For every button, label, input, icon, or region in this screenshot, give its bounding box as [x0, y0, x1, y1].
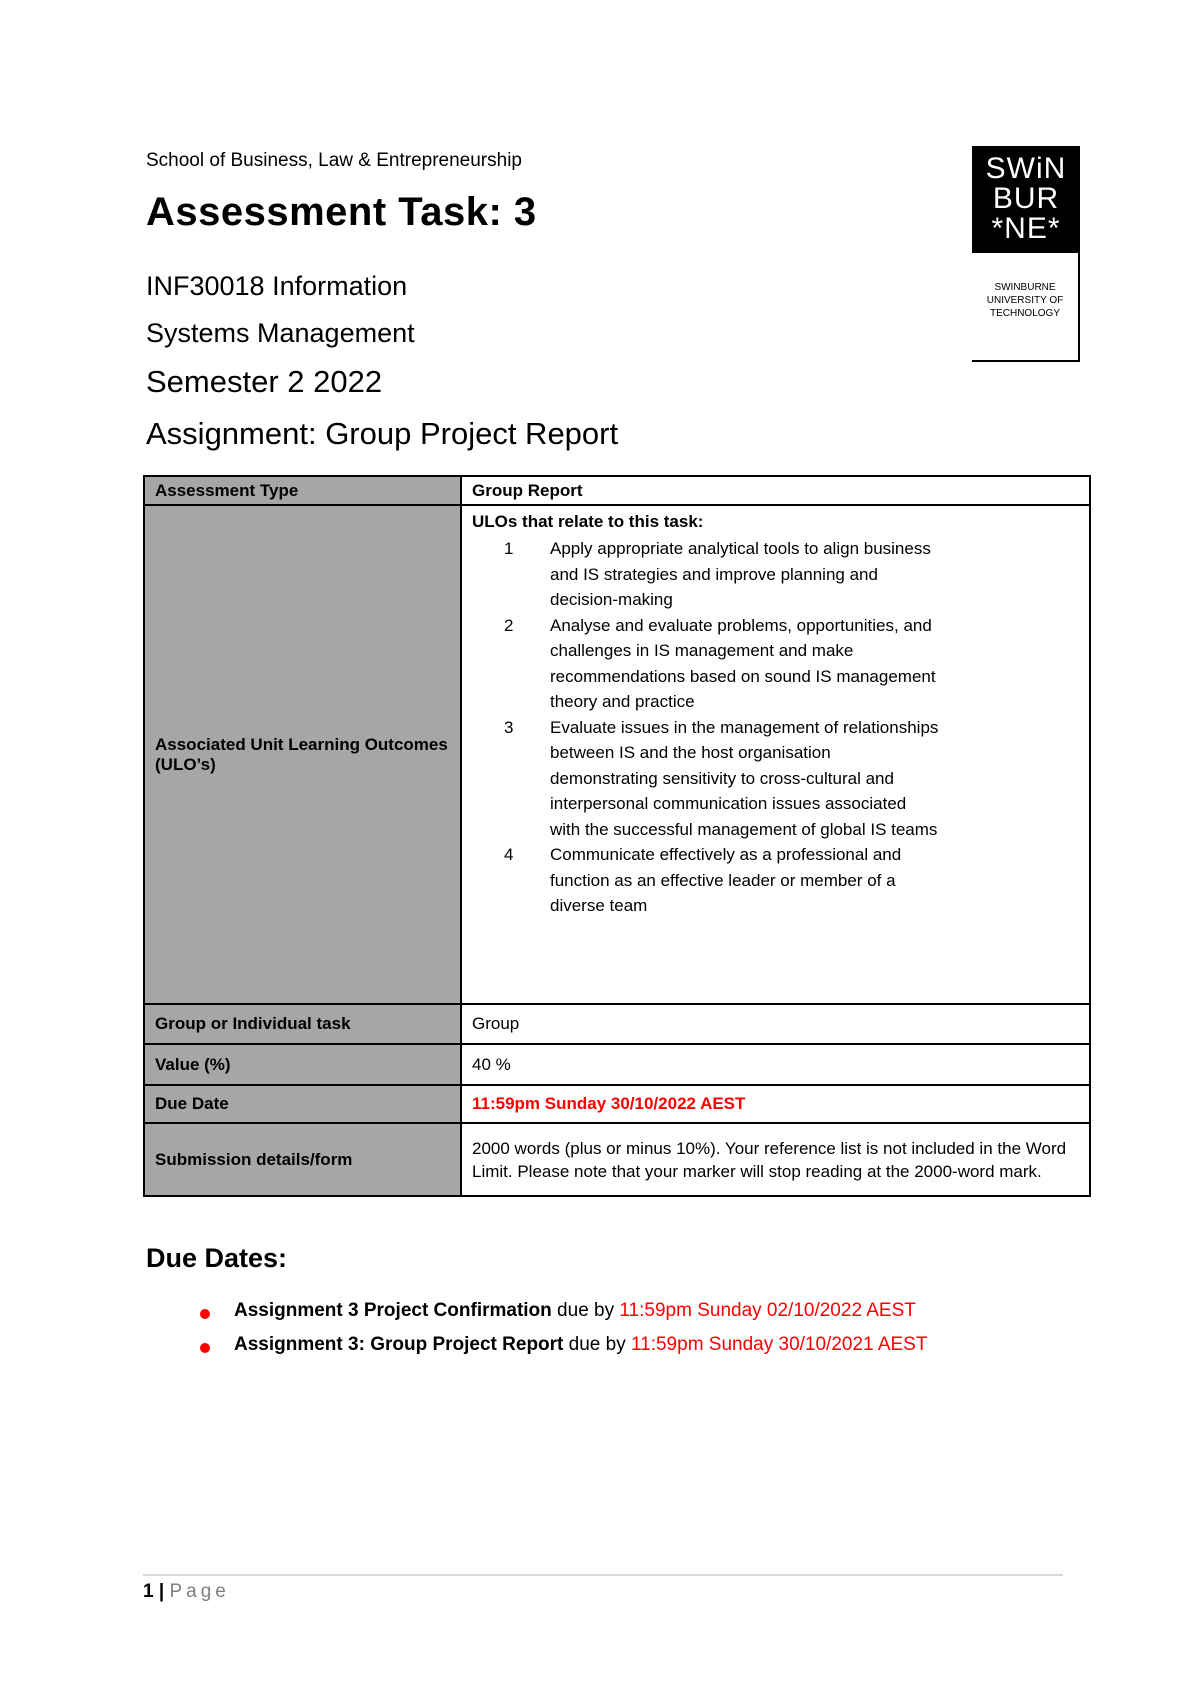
due-dates-heading: Due Dates: [146, 1243, 288, 1273]
logo-sub-1: SWINBURNE [994, 282, 1056, 293]
list-item [196, 1300, 927, 1334]
table-row [144, 1085, 1090, 1123]
due-item-title: Assignment 3: Group Project Report [234, 1334, 564, 1355]
ulo-text: Evaluate issues in the management of relationships between IS and the host organisation demonstrating sensitivity to cross-cultural and interpersonal communication issues associated with the successful management of global IS teams [550, 717, 939, 839]
footer-separator: | [158, 1581, 165, 1602]
table-row [144, 1004, 1090, 1044]
list-item [472, 715, 940, 843]
ulo-text: Apply appropriate analytical tools to align business and IS strategies and improve planning and decision-making [550, 539, 931, 609]
logo-line-2: BUR [992, 182, 1060, 215]
due-item-title: Assignment 3 Project Confirmation [234, 1300, 552, 1321]
page-footer [143, 1581, 230, 1603]
logo-line-3: *NE* [991, 212, 1061, 245]
assessment-info-table [143, 475, 1091, 1197]
submission-value: 2000 words (plus or minus 10%). Your reference list is not included in the Word Limit. Please note that your marker will stop reading at the 2000-word mark. [461, 1123, 1090, 1196]
due-date-label: Due Date [144, 1085, 461, 1123]
due-date-value: 11:59pm Sunday 30/10/2022 AEST [461, 1085, 1090, 1123]
due-item-date: 11:59pm Sunday 02/10/2022 AEST [619, 1300, 916, 1321]
page-number: 1 [143, 1581, 154, 1602]
unit-code-title: INF30018 Information [146, 271, 408, 301]
page-title: Assessment Task: 3 [146, 190, 537, 234]
group-label: Group or Individual task [144, 1004, 461, 1044]
list-item [472, 536, 940, 613]
assessment-type-label: Assessment Type [144, 476, 461, 505]
footer-divider [143, 1574, 1063, 1576]
ulo-text: Analyse and evaluate problems, opportunities, and challenges in IS management and make recommendations based on sound IS management theory and practice [550, 615, 936, 711]
logo-mark [972, 146, 1080, 253]
ulo-heading: ULOs that relate to this task: [472, 512, 704, 531]
ulo-number: 1 [504, 539, 514, 558]
logo-line-1: SWiN [985, 152, 1067, 185]
university-logo [972, 146, 1080, 362]
logo-wordmark [972, 253, 1080, 362]
bullet-icon [200, 1309, 210, 1319]
table-row [144, 1123, 1090, 1196]
ulo-number: 4 [504, 845, 514, 864]
due-item-mid: due by [551, 1300, 620, 1321]
logo-sub-2: UNIVERSITY OF [986, 295, 1064, 306]
group-value: Group [461, 1004, 1090, 1044]
value-label: Value (%) [144, 1044, 461, 1085]
semester: Semester 2 2022 [146, 364, 383, 399]
list-item [472, 613, 940, 715]
page-label: Page [169, 1581, 230, 1602]
school-name: School of Business, Law & Entrepreneurship [146, 150, 522, 171]
submission-label: Submission details/form [144, 1123, 461, 1196]
logo-text [972, 281, 1078, 320]
table-row [144, 1044, 1090, 1085]
table-row [144, 505, 1090, 1004]
due-item-mid: due by [563, 1334, 631, 1355]
assignment-title: Assignment: Group Project Report [146, 416, 619, 451]
ulo-text: Communicate effectively as a professional and function as an effective leader or member of a diverse team [550, 845, 902, 915]
unit-title-cont: Systems Management [146, 318, 415, 348]
ulo-number: 3 [504, 717, 514, 737]
ulo-cell [461, 505, 1090, 1004]
due-item-date: 11:59pm Sunday 30/10/2021 AEST [630, 1334, 928, 1355]
bullet-icon [200, 1343, 210, 1353]
list-item [196, 1334, 927, 1368]
logo-sub-3: TECHNOLOGY [989, 308, 1060, 319]
assessment-type-value: Group Report [461, 476, 1090, 505]
value-value: 40 % [461, 1044, 1090, 1085]
ulo-list [472, 536, 1079, 919]
ulo-label: Associated Unit Learning Outcomes (ULO’s) [144, 505, 461, 1004]
due-dates-list [196, 1300, 927, 1368]
list-item [472, 842, 940, 919]
table-row [144, 476, 1090, 505]
ulo-number: 2 [504, 615, 514, 635]
